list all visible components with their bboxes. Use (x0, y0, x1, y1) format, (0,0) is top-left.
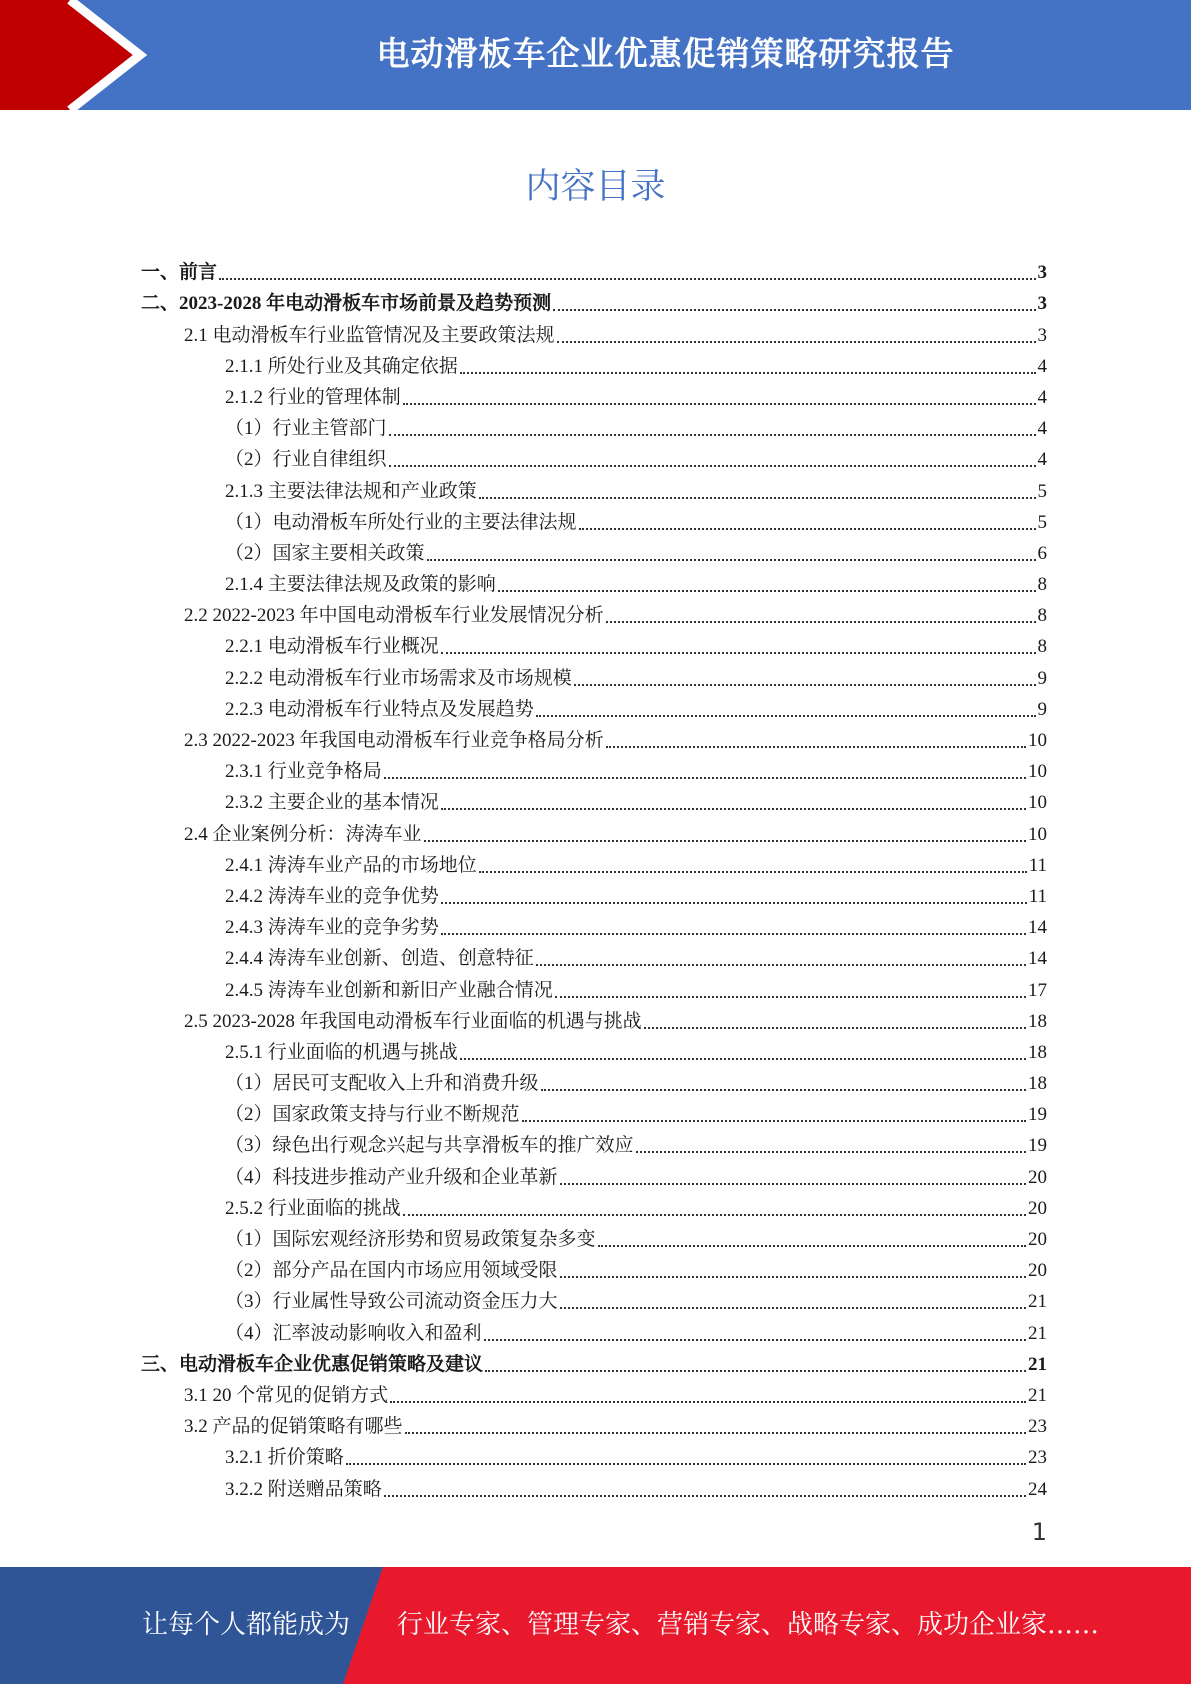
toc-entry-label: 2.5.2 行业面临的挑战 (225, 1197, 401, 1219)
toc-entry-page: 19 (1028, 1135, 1047, 1157)
toc-entry-label: （2）国家主要相关政策 (225, 542, 425, 564)
toc-dot-leader (606, 621, 1036, 623)
toc-dot-leader (479, 497, 1036, 499)
toc-entry-label: 2.2.2 电动滑板车行业市场需求及市场规模 (225, 667, 572, 689)
toc-entry[interactable] (141, 940, 1047, 971)
toc-entry[interactable] (141, 722, 1047, 753)
toc-entry[interactable] (141, 316, 1047, 347)
toc-entry-page: 6 (1037, 542, 1047, 564)
toc-entry-page: 9 (1037, 667, 1047, 689)
toc-dot-leader (403, 403, 1036, 405)
toc-entry-page: 3 (1037, 324, 1047, 346)
toc-entry-label: 2.5.1 行业面临的机遇与挑战 (225, 1041, 458, 1063)
toc-entry[interactable] (141, 410, 1047, 441)
toc-entry-page: 21 (1028, 1322, 1047, 1344)
toc-entry-page: 14 (1028, 948, 1047, 970)
toc-entry[interactable] (141, 1252, 1047, 1283)
toc-entry[interactable] (141, 597, 1047, 628)
toc-entry-page: 17 (1028, 979, 1047, 1001)
toc-entry-page: 8 (1037, 605, 1047, 627)
toc-entry[interactable] (141, 815, 1047, 846)
page-footer (0, 1567, 1191, 1684)
toc-entry-page: 3 (1037, 293, 1047, 315)
toc-dot-leader (346, 1463, 1026, 1465)
toc-entry[interactable] (141, 1470, 1047, 1501)
toc-entry[interactable] (141, 1034, 1047, 1065)
toc-entry[interactable] (141, 784, 1047, 815)
toc-entry-page: 5 (1037, 480, 1047, 502)
toc-dot-leader (522, 1120, 1026, 1122)
toc-dot-leader (560, 1183, 1026, 1185)
toc-heading: 内容目录 (525, 167, 666, 207)
toc-dot-leader (390, 1401, 1026, 1403)
toc-entry-label: 3.1 20 个常见的促销方式 (184, 1384, 389, 1406)
toc-entry-page: 14 (1028, 917, 1047, 939)
toc-entry-page: 8 (1037, 636, 1047, 658)
toc-dot-leader (598, 1245, 1026, 1247)
toc-entry[interactable] (141, 285, 1047, 316)
toc-dot-leader (427, 559, 1036, 561)
toc-dot-leader (441, 808, 1026, 810)
toc-dot-leader (424, 840, 1026, 842)
toc-entry-label: 2.3 2022-2023 年我国电动滑板车行业竞争格局分析 (184, 730, 604, 751)
toc-entry-page: 19 (1028, 1104, 1047, 1126)
toc-entry-page: 24 (1028, 1478, 1047, 1500)
toc-entry-label: （2）国家政策支持与行业不断规范 (225, 1104, 520, 1126)
toc-entry-label: 2.4.4 涛涛车业创新、创造、创意特征 (225, 948, 534, 970)
toc-entry-page: 10 (1028, 823, 1047, 845)
toc-entry[interactable] (141, 878, 1047, 909)
toc-entry-label: 3.2.2 附送赠品策略 (225, 1478, 382, 1500)
toc-entry-label: （1）居民可支配收入上升和消费升级 (225, 1073, 539, 1095)
toc-entry-page: 18 (1028, 1010, 1047, 1032)
toc-entry-label: （1）行业主管部门 (225, 418, 387, 440)
toc-entry-page: 10 (1028, 792, 1047, 814)
toc-entry-page: 4 (1037, 355, 1047, 377)
toc-entry-page: 9 (1037, 698, 1047, 720)
toc-entry-label: 2.1.2 行业的管理体制 (225, 386, 401, 408)
toc-entry-label: 2.1.4 主要法律法规及政策的影响 (225, 574, 496, 596)
toc-entry-label: （2）行业自律组织 (225, 449, 387, 471)
toc-entry-page: 21 (1028, 1353, 1047, 1375)
toc-entry[interactable] (141, 1003, 1047, 1034)
toc-entry-label: （1）国际宏观经济形势和贸易政策复杂多变 (225, 1229, 596, 1250)
toc-entry-page: 20 (1028, 1260, 1047, 1282)
toc-dot-leader (384, 1495, 1026, 1497)
toc-entry-page: 18 (1028, 1041, 1047, 1063)
toc-dot-leader (560, 1307, 1026, 1309)
toc-entry-page: 23 (1028, 1447, 1047, 1469)
toc-entry[interactable] (141, 691, 1047, 722)
toc-dot-leader (553, 309, 1035, 311)
toc-entry-page: 5 (1037, 511, 1047, 533)
toc-entry-label: 2.1 电动滑板车行业监管情况及主要政策法规 (184, 324, 555, 346)
toc-entry-page: 10 (1028, 730, 1047, 751)
toc-entry-page: 23 (1028, 1416, 1047, 1438)
toc-entry[interactable] (141, 971, 1047, 1002)
toc-entry[interactable] (141, 628, 1047, 659)
toc-entry[interactable] (141, 1283, 1047, 1314)
toc-entry[interactable] (141, 1408, 1047, 1439)
toc-entry[interactable] (141, 566, 1047, 597)
toc-entry-page: 4 (1037, 418, 1047, 440)
toc-dot-leader (219, 278, 1035, 280)
toc-entry[interactable] (141, 1065, 1047, 1096)
toc-entry-label: （4）科技进步推动产业升级和企业革新 (225, 1166, 558, 1188)
page-header (0, 0, 1191, 110)
toc-entry[interactable] (141, 1221, 1047, 1252)
toc-entry-label: （4）汇率波动影响收入和盈利 (225, 1322, 482, 1344)
toc-entry[interactable] (141, 254, 1047, 285)
toc-entry[interactable] (141, 1377, 1047, 1408)
toc-entry-label: 3.2 产品的促销策略有哪些 (184, 1416, 403, 1438)
toc-dot-leader (557, 341, 1036, 343)
toc-dot-leader (636, 1151, 1026, 1153)
toc-entry-page: 18 (1028, 1073, 1047, 1095)
toc-entry[interactable] (141, 659, 1047, 690)
toc-entry[interactable] (141, 847, 1047, 878)
toc-entry-label: 2.4 企业案例分析：涛涛车业 (184, 823, 422, 845)
toc-entry-label: 2.2.3 电动滑板车行业特点及发展趋势 (225, 698, 534, 720)
table-of-contents (141, 254, 1047, 1502)
toc-entry-label: 2.1.3 主要法律法规和产业政策 (225, 480, 477, 502)
toc-entry-label: （3）行业属性导致公司流动资金压力大 (225, 1291, 558, 1313)
toc-dot-leader (606, 746, 1026, 748)
toc-entry-page: 4 (1037, 449, 1047, 471)
toc-entry[interactable] (141, 1158, 1047, 1189)
toc-dot-leader (441, 902, 1027, 904)
toc-entry-label: 3.2.1 折价策略 (225, 1447, 344, 1469)
toc-entry-label: 2.2 2022-2023 年中国电动滑板车行业发展情况分析 (184, 605, 604, 627)
toc-entry[interactable] (141, 472, 1047, 503)
toc-entry-label: 三、电动滑板车企业优惠促销策略及建议 (141, 1353, 484, 1375)
toc-entry-label: 2.2.1 电动滑板车行业概况 (225, 636, 439, 658)
footer-slogan-right: 行业专家、管理专家、营销专家、战略专家、成功企业家…… (397, 1610, 1100, 1640)
toc-entry-page: 21 (1028, 1291, 1047, 1313)
footer-slogan-left: 让每个人都能成为 (142, 1610, 351, 1640)
toc-entry-page: 20 (1028, 1229, 1047, 1250)
toc-entry-label: 2.3.2 主要企业的基本情况 (225, 792, 439, 814)
toc-entry-page: 11 (1028, 885, 1047, 907)
toc-dot-leader (536, 715, 1036, 717)
toc-dot-leader (389, 465, 1036, 467)
toc-entry-label: 2.1.1 所处行业及其确定依据 (225, 355, 458, 377)
toc-entry-page: 10 (1028, 761, 1047, 783)
toc-entry-page: 4 (1037, 386, 1047, 408)
page-number: 1 (1031, 1518, 1047, 1546)
toc-entry-label: （1）电动滑板车所处行业的主要法律法规 (225, 511, 577, 533)
toc-dot-leader (498, 590, 1036, 592)
toc-dot-leader (536, 964, 1026, 966)
toc-dot-leader (403, 1214, 1026, 1216)
toc-entry-label: （3）绿色出行观念兴起与共享滑板车的推广效应 (225, 1135, 634, 1157)
toc-dot-leader (389, 434, 1036, 436)
toc-entry-page: 20 (1028, 1166, 1047, 1188)
toc-entry[interactable] (141, 1127, 1047, 1158)
toc-entry-label: 一、前言 (141, 262, 218, 284)
toc-entry[interactable] (141, 379, 1047, 410)
toc-dot-leader (460, 372, 1036, 374)
toc-dot-leader (644, 1027, 1026, 1029)
toc-entry[interactable] (141, 909, 1047, 940)
toc-entry-page: 8 (1037, 574, 1047, 596)
toc-dot-leader (405, 1432, 1026, 1434)
toc-dot-leader (441, 652, 1036, 654)
toc-dot-leader (485, 1370, 1026, 1372)
toc-entry[interactable] (141, 441, 1047, 472)
toc-dot-leader (384, 777, 1026, 779)
toc-entry[interactable] (141, 1314, 1047, 1345)
toc-dot-leader (484, 1339, 1026, 1341)
toc-entry[interactable] (141, 348, 1047, 379)
report-title: 电动滑板车企业优惠促销策略研究报告 (376, 34, 955, 73)
toc-entry-label: 2.4.5 涛涛车业创新和新旧产业融合情况 (225, 979, 553, 1001)
toc-entry-page: 21 (1028, 1384, 1047, 1406)
toc-dot-leader (460, 1058, 1026, 1060)
toc-entry-label: 2.5 2023-2028 年我国电动滑板车行业面临的机遇与挑战 (184, 1010, 642, 1032)
toc-entry-label: 2.4.3 涛涛车业的竞争劣势 (225, 917, 439, 939)
toc-dot-leader (441, 933, 1026, 935)
toc-dot-leader (541, 1089, 1026, 1091)
toc-entry-label: （2）部分产品在国内市场应用领域受限 (225, 1260, 558, 1282)
toc-entry[interactable] (141, 1346, 1047, 1377)
toc-entry-label: 2.4.1 涛涛车业产品的市场地位 (225, 854, 477, 876)
toc-entry-label: 二、2023-2028 年电动滑板车市场前景及趋势预测 (141, 293, 552, 315)
toc-entry-label: 2.4.2 涛涛车业的竞争优势 (225, 885, 439, 907)
toc-dot-leader (560, 1276, 1026, 1278)
toc-entry[interactable] (141, 504, 1047, 535)
toc-entry[interactable] (141, 535, 1047, 566)
toc-entry[interactable] (141, 1439, 1047, 1470)
toc-entry-page: 11 (1028, 854, 1047, 876)
toc-dot-leader (479, 871, 1027, 873)
toc-entry[interactable] (141, 753, 1047, 784)
toc-dot-leader (555, 996, 1026, 998)
toc-entry-page: 20 (1028, 1197, 1047, 1219)
toc-entry-page: 3 (1037, 262, 1047, 284)
toc-dot-leader (579, 528, 1036, 530)
toc-entry[interactable] (141, 1190, 1047, 1221)
toc-entry[interactable] (141, 1096, 1047, 1127)
toc-dot-leader (574, 684, 1036, 686)
toc-entry-label: 2.3.1 行业竞争格局 (225, 761, 382, 783)
